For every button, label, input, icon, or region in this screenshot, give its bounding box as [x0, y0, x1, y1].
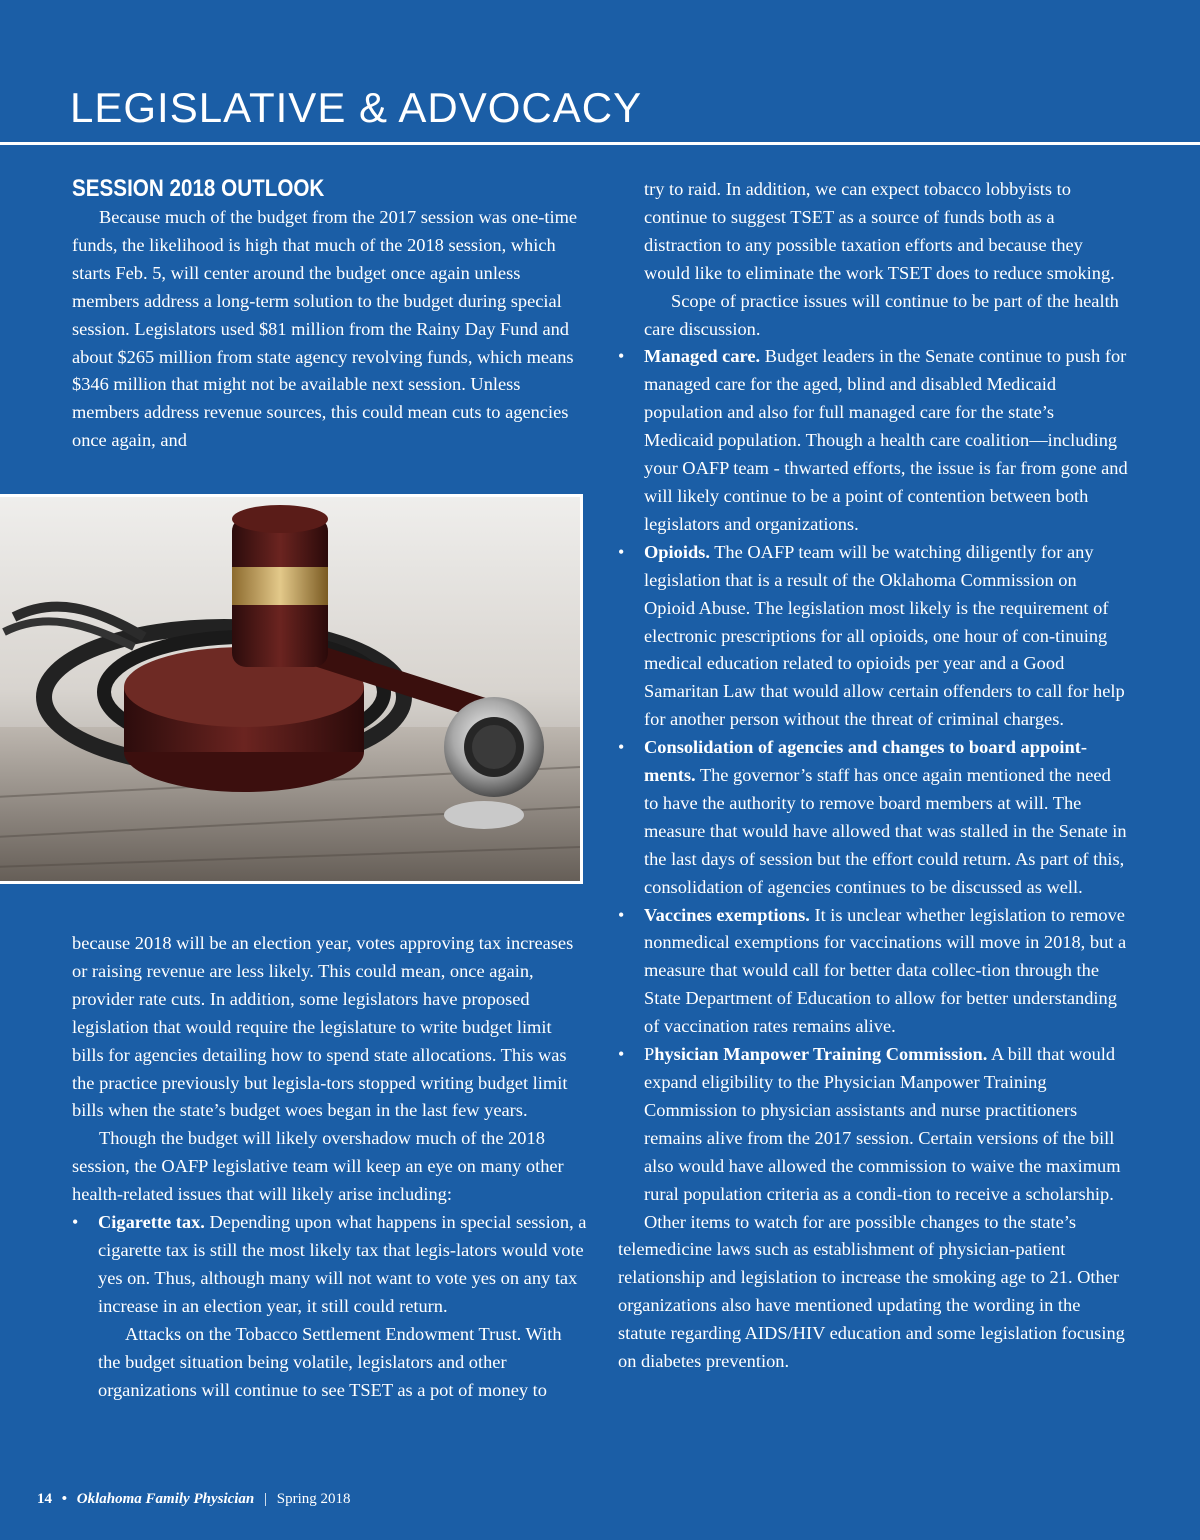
bullet-heading: Opioids.	[644, 541, 710, 562]
bullet-body: Budget leaders in the Senate continue to push for managed care for the aged, blind and disabled Medicaid population and also for full managed care for the state’s Medicaid population. Though a health care coalition—including your OAFP team - thwarted efforts, the issue is far from gone and will likely continue to be a point of contention between both legislators and organizations.	[644, 346, 1128, 534]
list-item-managed-care	[618, 343, 1128, 538]
issues-list-left	[72, 1209, 587, 1321]
issues-intro-paragraph: Though the budget will likely overshadow much of the 2018 session, the OAFP legislative team will keep an eye on many other health-related issues that will likely arise including:	[72, 1128, 564, 1205]
tset-paragraph: Attacks on the Tobacco Settlement Endowment Trust. With the budget situation being volatile, legislators and other organizations will continue to see TSET as a pot of money to	[98, 1323, 562, 1400]
bullet-heading-initial: P	[644, 1044, 655, 1065]
article-subhead: SESSION 2018 OUTLOOK	[72, 175, 325, 202]
tset-paragraph-continued: try to raid. In addition, we can expect tobacco lobbyists to continue to suggest TSET as a source of funds both as a distraction to any possible taxation efforts and because they would like to eliminate the work TSET does to reduce smoking.	[644, 179, 1115, 283]
bullet-body: The governor’s staff has once again mentioned the need to have the authority to remove board members at will. The measure that would have allowed that was stalled in the Senate in the last days of session but the effort could return. As part of this, consolidation of agencies continues to be discussed as well.	[644, 765, 1127, 897]
closing-paragraph: Other items to watch for are possible changes to the state’s telemedicine laws such as establishment of physician-patient relationship and legislation to increase the smoking age to 21. Other organizations also have mentioned updating the wording in the statute regarding AIDS/HIV education and some legislation focusing on diabetes prevention.	[618, 1211, 1125, 1372]
list-item-physician-manpower	[618, 1041, 1128, 1208]
left-column-top	[72, 176, 587, 455]
gavel-stethoscope-photo	[0, 494, 583, 884]
bullet-heading: hysician Manpower Training Commission.	[654, 1044, 988, 1065]
publication-name: Oklahoma Family Physician	[76, 1491, 255, 1507]
bullet-body: It is unclear whether legislation to remove nonmedical exemptions for vaccinations will move in 2018, but a measure that would call for better data collec-tion through the State Department of Education to allow for better understanding of vaccination rates remains alive.	[644, 904, 1127, 1037]
footer-separator: |	[264, 1491, 268, 1507]
right-column	[618, 176, 1128, 1376]
list-item-consolidation	[618, 734, 1128, 901]
bullet-heading: Managed care.	[644, 346, 761, 367]
section-title: LEGISLATIVE & ADVOCACY	[70, 84, 643, 131]
bullet-body: A bill that would expand eligibility to the Physician Manpower Training Commission to physician assistants and nurse practitioners remains alive from the 2017 session. Certain versions of the bill also would have allowed the commission to waive the maximum rural population criteria as a condi-tion to receive a scholarship.	[644, 1044, 1121, 1204]
page-footer	[37, 1490, 351, 1508]
scope-paragraph: Scope of practice issues will continue to be part of the health care discussion.	[644, 290, 1119, 339]
intro-paragraph-continued: because 2018 will be an election year, votes approving tax increases or raising revenue are less likely. This could mean, once again, provider rate cuts. In addition, some legislators have proposed legislation that would require the legislature to write budget limit bills for agencies detailing how to spend state allocations. This was the practice previously but legisla-tors stopped writing budget limit bills when the state’s budget woes began in the last few years.	[72, 933, 574, 1121]
list-item-vaccines	[618, 902, 1128, 1042]
bullet-heading: Consolidation of agencies and changes to board appoint-ments.	[644, 737, 1087, 786]
left-column-bottom	[72, 930, 587, 1404]
bullet-heading: Cigarette tax.	[98, 1212, 205, 1233]
issue-date: Spring 2018	[276, 1491, 351, 1507]
list-item-cigarette-tax	[72, 1209, 587, 1321]
list-item-opioids	[618, 539, 1128, 734]
bullet-body: The OAFP team will be watching diligently for any legislation that is a result of the Oklahoma Commission on Opioid Abuse. The legislation most likely is the requirement of electronic prescriptions for all opioids, one hour of con-tinuing medical education related to opioids per year and a Good Samaritan Law that would allow certain offenders to call for help for another person without the threat of criminal charges.	[644, 541, 1125, 730]
title-divider	[0, 142, 1200, 145]
footer-bullet: •	[61, 1491, 68, 1507]
bullet-body: Depending upon what happens in special session, a cigarette tax is still the most likely tax that legis-lators would vote yes on. Thus, although many will not want to vote yes on any tax increase in an election year, it still could return.	[98, 1212, 587, 1316]
issues-list-right	[618, 343, 1128, 1208]
bullet-heading: Vaccines exemptions.	[644, 904, 810, 925]
page-number: 14	[37, 1491, 52, 1507]
intro-paragraph: Because much of the budget from the 2017 session was one-time funds, the likelihood is high that much of the 2018 session, which starts Feb. 5, will center around the budget once again unless members address a long-term solution to the budget during special session. Legislators used $81 million from the Rainy Day Fund and about $265 million from state agency revolving funds, which means $346 million that might not be available next session. Unless members address revenue sources, this could mean cuts to agencies once again, and	[72, 207, 578, 451]
